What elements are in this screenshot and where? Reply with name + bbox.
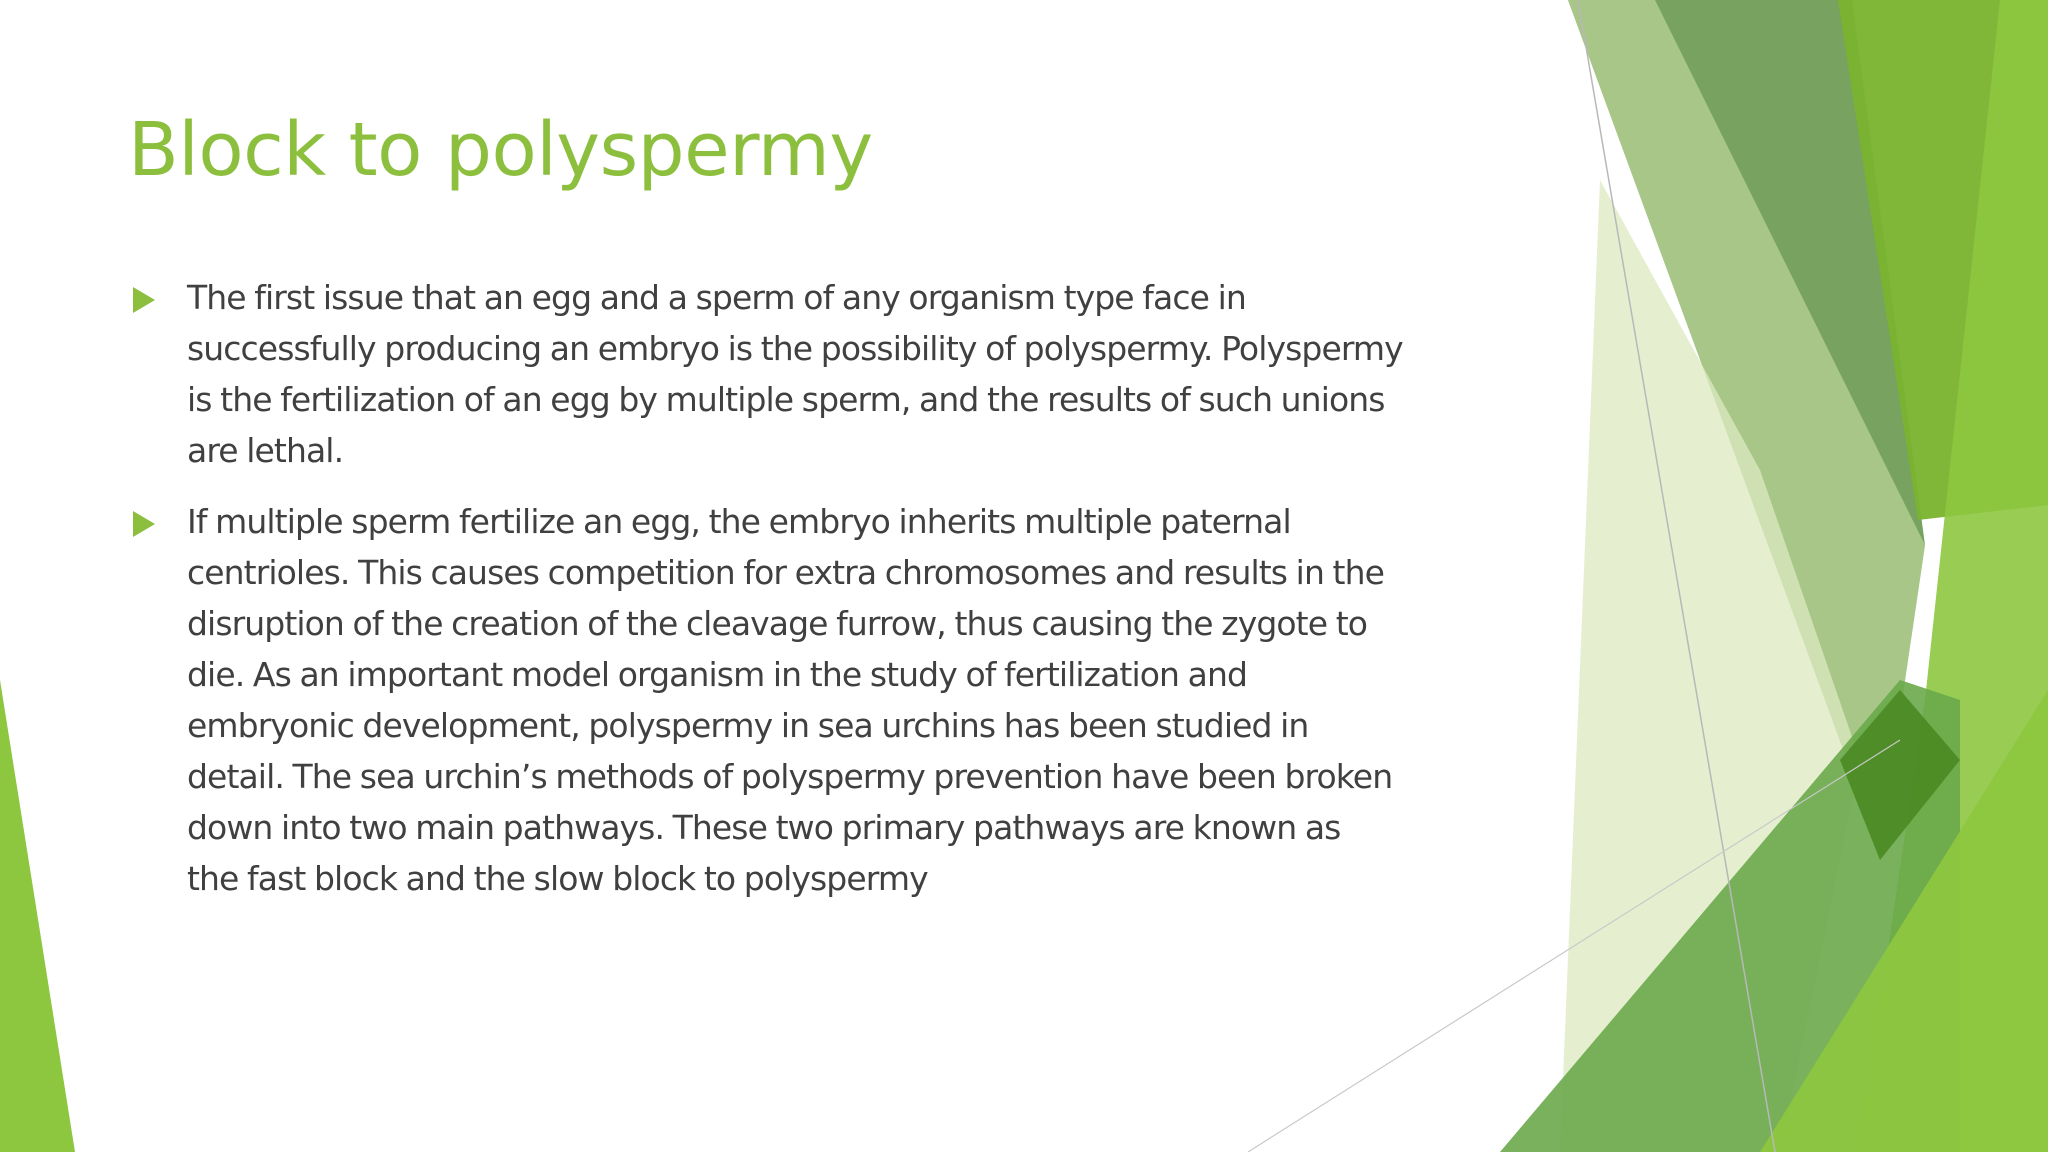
bullet-list <box>128 272 1568 924</box>
bullet-item <box>128 272 1568 476</box>
bullet-item <box>128 496 1568 904</box>
bullet-text: The first issue that an egg and a sperm of any organism type face in successfully producing an embryo is the possibility of polyspermy. Polyspermy is the fertilization of an egg by multiple sperm, and the results of such unions are lethal. <box>187 278 1403 470</box>
bullet-text: If multiple sperm fertilize an egg, the embryo inherits multiple paternal centrioles. This causes competition for extra chromosomes and results in the disruption of the creation of the cleavage furrow, thus causing the zygote to die. As an important model organism in the study of fertilization and embryonic development, polyspermy in sea urchins has been studied in detail. The sea urchin’s methods of polyspermy prevention have been broken down into two main pathways. These two primary pathways are known as the fast block and the slow block to polyspermy <box>187 502 1393 898</box>
triangle-right-bullet-icon <box>133 287 155 313</box>
left-green-sliver <box>0 680 75 1152</box>
triangle-right-bullet-icon <box>133 511 155 537</box>
slide-title: Block to polyspermy <box>128 107 873 193</box>
